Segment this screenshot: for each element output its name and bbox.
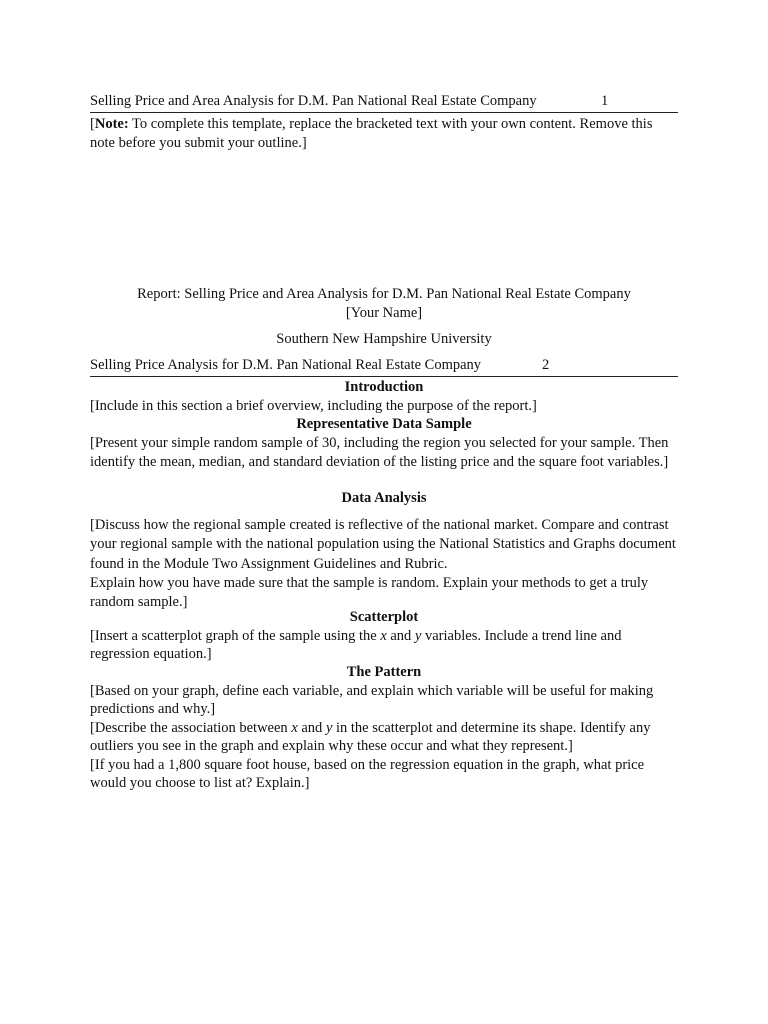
scatterplot-var-x: x: [380, 627, 387, 644]
pattern-var-x: x: [291, 719, 298, 736]
pattern-text-2b: and: [297, 719, 326, 736]
note-text: To complete this template, replace the bracketed text with your own content. Remove this note before you submit your outline.]: [90, 116, 653, 151]
section-scatterplot: [90, 608, 678, 664]
heading-introduction: Introduction: [344, 379, 424, 395]
page2-running-head-title: Selling Price Analysis for D.M. Pan National Real Estate Company: [90, 356, 482, 373]
page1-page-number: 1: [601, 92, 609, 109]
text-introduction: [Include in this section a brief overview, including the purpose of the report.]: [90, 397, 537, 414]
page2-running-head: [90, 356, 678, 377]
text-representative-sample: [Present your simple random sample of 30, including the region you selected for your sample. Then identify the mean, median, and standard deviation of the listing price and the square foot variables.]: [90, 434, 669, 470]
scatterplot-text-c: variables. Include a trend line and regression equation.]: [90, 627, 622, 662]
text-scatterplot: [90, 627, 678, 664]
page1-running-head-title: Selling Price and Area Analysis for D.M. Pan National Real Estate Company: [90, 92, 537, 109]
report-title: Report: Selling Price and Area Analysis for D.M. Pan National Real Estate Company: [137, 286, 631, 302]
institution-name: Southern New Hampshire University: [276, 331, 492, 347]
pattern-text-2c: in the scatterplot and determine its shape. Identify any outliers you see in the graph and explain why these occur and what they represent.]: [90, 719, 651, 754]
text-data-analysis-1: [Discuss how the regional sample created is reflective of the national market. Compare and contrast your regional sample with the national population using the National Statistics and Graphs document found in the Module Two Assignment Guidelines and Rubric.: [90, 516, 676, 572]
section-the-pattern: [90, 663, 678, 793]
scatterplot-text-a: [Insert a scatterplot graph of the sample using the: [90, 627, 381, 644]
template-note: [90, 115, 678, 152]
note-open-bracket: [: [90, 116, 95, 132]
heading-representative-sample: Representative Data Sample: [296, 416, 472, 432]
text-pattern-1: [Based on your graph, define each variable, and explain which variable will be useful for making predictions and why.]: [90, 682, 654, 717]
scatterplot-var-y: y: [414, 627, 422, 644]
text-pattern-2: [90, 719, 678, 756]
scatterplot-text-b: and: [386, 627, 415, 644]
heading-scatterplot: Scatterplot: [349, 609, 419, 625]
section-representative-sample: [90, 415, 678, 472]
author-name: [Your Name]: [345, 305, 423, 321]
note-label: Note:: [94, 116, 129, 132]
text-pattern-3: [If you had a 1,800 square foot house, based on the regression equation in the graph, what price would you choose to list at? Explain.]: [90, 756, 645, 791]
section-introduction: [90, 378, 678, 415]
pattern-var-y: y: [325, 719, 333, 736]
heading-data-analysis: Data Analysis: [341, 490, 427, 506]
page1-running-head: [90, 92, 678, 113]
heading-the-pattern: The Pattern: [346, 664, 422, 680]
text-data-analysis-2: Explain how you have made sure that the sample is random. Explain your methods to get a truly random sample.]: [90, 575, 649, 610]
section-data-analysis: [90, 489, 678, 611]
pattern-text-2a: [Describe the association between: [90, 719, 292, 736]
page2-page-number: 2: [542, 356, 550, 373]
